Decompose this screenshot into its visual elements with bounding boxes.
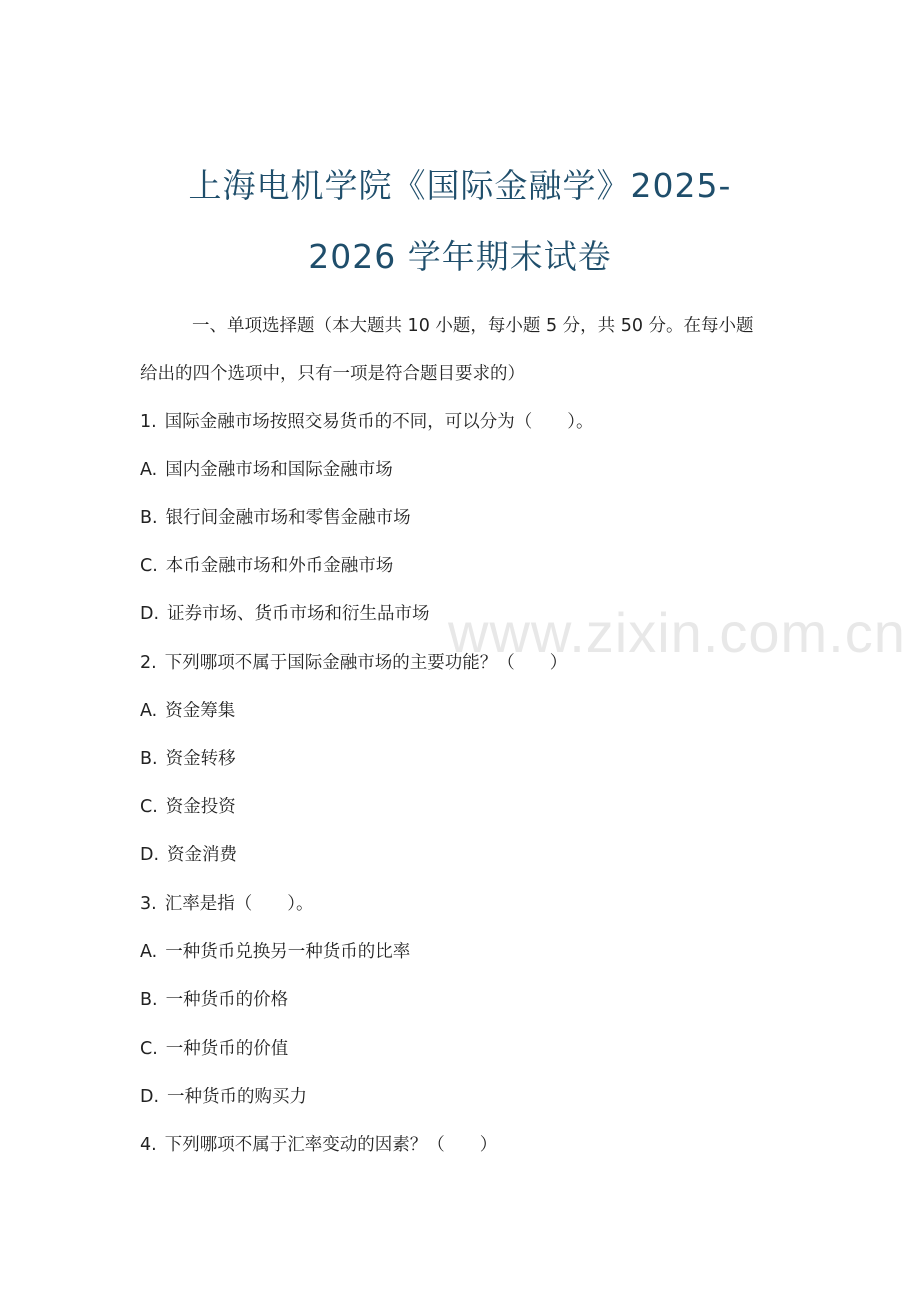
question-3-option-d xyxy=(140,1085,307,1109)
question-text: 国际金融市场按照交易货币的不同，可以分为（ ）。 xyxy=(164,412,594,432)
question-1-option-c xyxy=(140,554,393,578)
option-key: A. xyxy=(140,460,158,480)
document-title-line-2: 2026 学年期末试卷 xyxy=(308,237,612,276)
option-key: A. xyxy=(140,942,158,962)
option-key: B. xyxy=(140,990,158,1010)
option-key: C. xyxy=(140,556,158,576)
question-1-stem xyxy=(140,410,593,434)
section-intro-line-2: 给出的四个选项中，只有一项是符合题目要求的） xyxy=(140,364,525,384)
option-text: 资金投资 xyxy=(165,797,236,817)
option-text: 资金消费 xyxy=(167,845,238,865)
question-number: 3. xyxy=(140,894,157,914)
section-intro-line-1: 一、单项选择题（本大题共 10 小题，每小题 5 分，共 50 分。在每小题 xyxy=(192,316,754,336)
question-3-stem xyxy=(140,892,313,916)
option-text: 一种货币的价值 xyxy=(165,1039,289,1059)
question-text: 下列哪项不属于国际金融市场的主要功能？（ ） xyxy=(164,653,568,673)
option-text: 一种货币的购买力 xyxy=(167,1087,308,1107)
document-title-line-1: 上海电机学院《国际金融学》2025- xyxy=(188,166,732,205)
question-text: 下列哪项不属于汇率变动的因素？（ ） xyxy=(164,1135,498,1155)
question-3-option-b xyxy=(140,988,288,1012)
question-number: 2. xyxy=(140,653,157,673)
option-key: D. xyxy=(140,604,160,624)
question-4-stem xyxy=(140,1133,497,1157)
question-1-option-a xyxy=(140,458,393,482)
option-text: 国内金融市场和国际金融市场 xyxy=(165,460,393,480)
option-key: C. xyxy=(140,1039,158,1059)
option-key: B. xyxy=(140,508,158,528)
question-2-option-d xyxy=(140,843,237,867)
question-2-option-c xyxy=(140,795,236,819)
question-2-option-b xyxy=(140,747,236,771)
question-number: 4. xyxy=(140,1135,157,1155)
option-key: D. xyxy=(140,1087,160,1107)
option-text: 证券市场、货币市场和衍生品市场 xyxy=(167,604,430,624)
option-key: D. xyxy=(140,845,160,865)
option-key: A. xyxy=(140,701,158,721)
question-2-option-a xyxy=(140,699,235,723)
question-3-option-a xyxy=(140,940,410,964)
option-text: 一种货币兑换另一种货币的比率 xyxy=(165,942,411,962)
option-text: 本币金融市场和外币金融市场 xyxy=(165,556,394,576)
option-text: 银行间金融市场和零售金融市场 xyxy=(165,508,411,528)
question-3-option-c xyxy=(140,1037,288,1061)
option-text: 一种货币的价格 xyxy=(165,990,289,1010)
question-1-option-d xyxy=(140,602,430,626)
question-2-stem xyxy=(140,651,567,675)
question-1-option-b xyxy=(140,506,411,530)
option-text: 资金转移 xyxy=(165,749,236,769)
option-key: C. xyxy=(140,797,158,817)
option-text: 资金筹集 xyxy=(165,701,236,721)
question-text: 汇率是指（ ）。 xyxy=(164,894,314,914)
question-number: 1. xyxy=(140,412,157,432)
watermark: www.zixin.com.cn xyxy=(448,601,906,664)
option-key: B. xyxy=(140,749,158,769)
